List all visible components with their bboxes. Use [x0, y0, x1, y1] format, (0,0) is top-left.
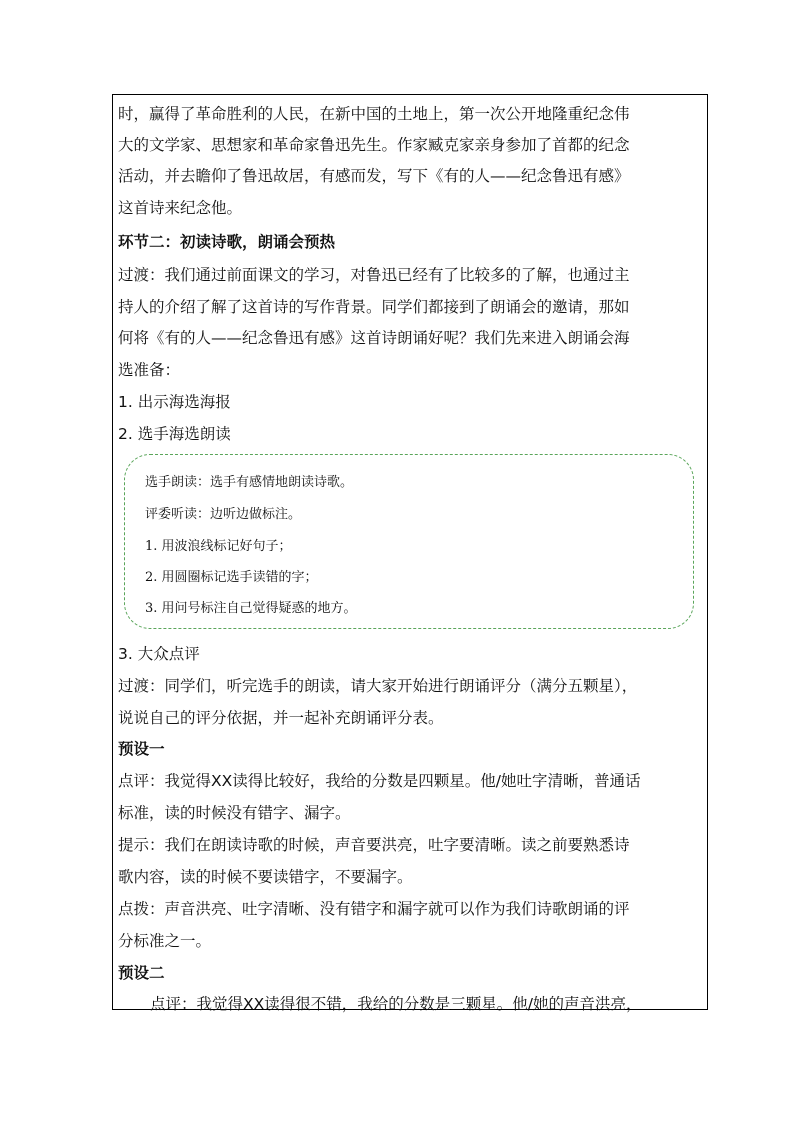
- section-heading: 环节二：初读诗歌，朗诵会预热: [118, 233, 336, 251]
- intro-line: 这首诗来纪念他。: [118, 199, 243, 217]
- box-line: 评委听读：边听边做标注。: [145, 507, 302, 522]
- preset-heading: 预设二: [118, 964, 165, 982]
- comment-line: 点评：我觉得XX读得很不错，我给的分数是三颗星。他/她的声音洪亮，: [150, 995, 642, 1013]
- intro-line: 大的文学家、思想家和革命家鲁迅先生。作家臧克家亲身参加了首都的纪念: [118, 136, 630, 154]
- guide-line: 点拨：声音洪亮、吐字清晰、没有错字和漏字就可以作为我们诗歌朗诵的评: [118, 900, 630, 918]
- box-list-item: 1. 用波浪线标记好句子；: [145, 539, 292, 554]
- transition-line: 持人的介绍了解了这首诗的写作背景。同学们都接到了朗诵会的邀请，那如: [118, 298, 630, 316]
- step-item: 2. 选手海选朗读: [118, 425, 231, 443]
- transition-line: 何将《有的人——纪念鲁迅有感》这首诗朗诵好呢？我们先来进入朗诵会海: [118, 329, 630, 347]
- preset-heading: 预设一: [118, 740, 165, 758]
- comment-line: 点评：我觉得XX读得比较好，我给的分数是四颗星。他/她吐字清晰，普通话: [118, 772, 641, 790]
- transition-line: 过渡：同学们，听完选手的朗读，请大家开始进行朗诵评分（满分五颗星），: [118, 677, 638, 695]
- step-item: 3. 大众点评: [118, 645, 200, 663]
- intro-line: 时，赢得了革命胜利的人民，在新中国的土地上，第一次公开地隆重纪念伟: [118, 105, 630, 123]
- transition-line: 说说自己的评分依据，并一起补充朗诵评分表。: [118, 709, 444, 727]
- step-item: 1. 出示海选海报: [118, 393, 231, 411]
- instruction-box: [124, 454, 694, 629]
- box-line: 选手朗读：选手有感情地朗读诗歌。: [145, 475, 354, 490]
- transition-line: 选准备：: [118, 361, 181, 379]
- intro-line: 活动，并去瞻仰了鲁迅故居，有感而发，写下《有的人——纪念鲁迅有感》: [118, 167, 630, 185]
- box-list-item: 2. 用圆圈标记选手读错的字；: [145, 570, 318, 585]
- hint-line: 提示：我们在朗读诗歌的时候，声音要洪亮，吐字要清晰。读之前要熟悉诗: [118, 836, 630, 854]
- guide-line: 分标准之一。: [118, 932, 212, 950]
- transition-line: 过渡：我们通过前面课文的学习，对鲁迅已经有了比较多的了解，也通过主: [118, 266, 630, 284]
- hint-line: 歌内容，读的时候不要读错字，不要漏字。: [118, 868, 413, 886]
- box-list-item: 3. 用问号标注自己觉得疑惑的地方。: [145, 601, 357, 616]
- comment-line: 标准，读的时候没有错字、漏字。: [118, 804, 351, 822]
